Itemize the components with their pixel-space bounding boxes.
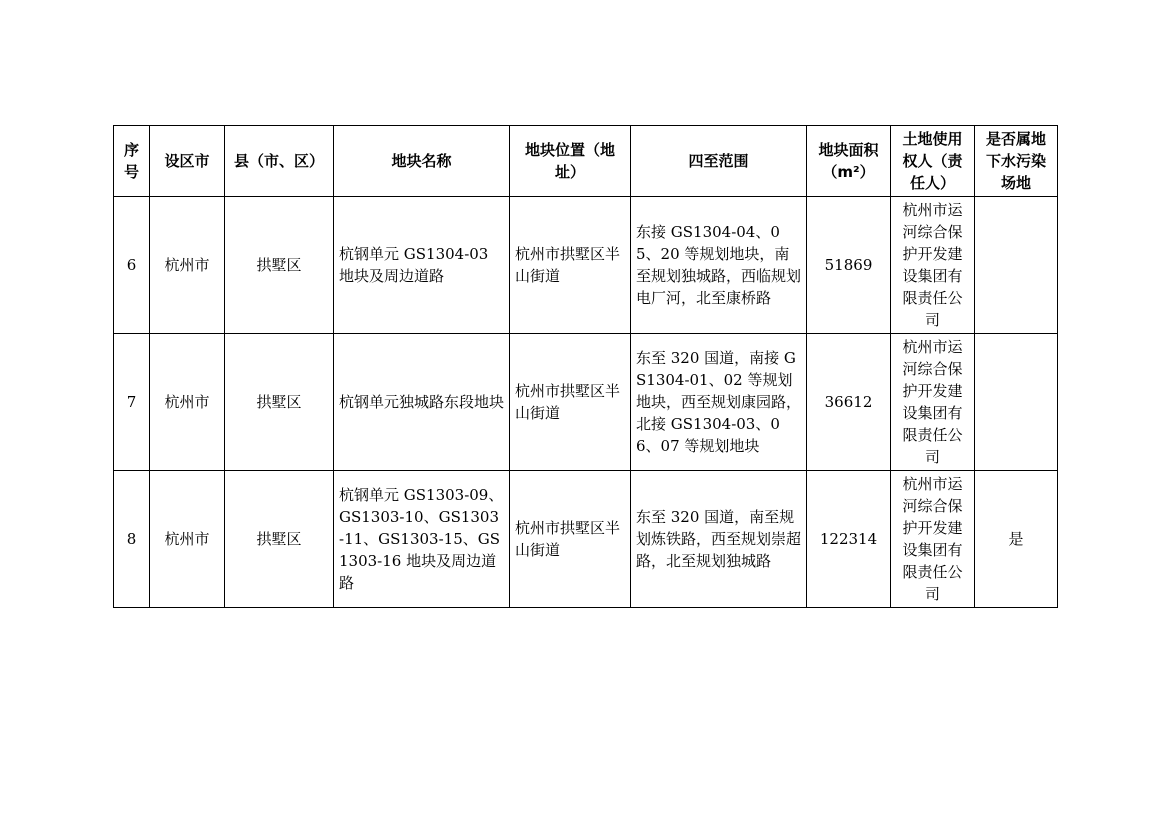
- cell-boundary: 东接 GS1304-04、05、20 等规划地块，南至规划独城路，西临规划电厂河，北至康桥路: [631, 197, 807, 334]
- cell-owner: 杭州市运河综合保护开发建设集团有限责任公司: [891, 334, 975, 471]
- cell-city: 杭州市: [150, 197, 225, 334]
- cell-boundary: 东至 320 国道，南接 GS1304-01、02 等规划地块，西至规划康园路，北接 GS1304-03、06、07 等规划地块: [631, 334, 807, 471]
- cell-plot-name: 杭钢单元 GS1304-03 地块及周边道路: [334, 197, 510, 334]
- cell-no: 6: [114, 197, 150, 334]
- cell-no: 7: [114, 334, 150, 471]
- header-groundwater: 是否属地下水污染场地: [975, 126, 1058, 197]
- land-plot-table: [113, 125, 1058, 608]
- header-plot-location: 地块位置（地址）: [510, 126, 631, 197]
- header-owner: 土地使用权人（责任人）: [891, 126, 975, 197]
- cell-district: 拱墅区: [225, 197, 334, 334]
- cell-plot-name: 杭钢单元独城路东段地块: [334, 334, 510, 471]
- header-boundary: 四至范围: [631, 126, 807, 197]
- cell-plot-location: 杭州市拱墅区半山街道: [510, 471, 631, 608]
- header-no: 序号: [114, 126, 150, 197]
- cell-owner: 杭州市运河综合保护开发建设集团有限责任公司: [891, 197, 975, 334]
- header-city: 设区市: [150, 126, 225, 197]
- cell-groundwater: [975, 197, 1058, 334]
- table-row: [114, 197, 1058, 334]
- cell-area: 51869: [807, 197, 891, 334]
- cell-plot-location: 杭州市拱墅区半山街道: [510, 197, 631, 334]
- cell-city: 杭州市: [150, 471, 225, 608]
- table-row: [114, 471, 1058, 608]
- cell-district: 拱墅区: [225, 334, 334, 471]
- cell-no: 8: [114, 471, 150, 608]
- cell-city: 杭州市: [150, 334, 225, 471]
- cell-groundwater: [975, 334, 1058, 471]
- header-area: 地块面积（m²）: [807, 126, 891, 197]
- cell-boundary: 东至 320 国道，南至规划炼铁路，西至规划崇超路，北至规划独城路: [631, 471, 807, 608]
- cell-district: 拱墅区: [225, 471, 334, 608]
- cell-plot-name: 杭钢单元 GS1303-09、GS1303-10、GS1303-11、GS1303-15、GS1303-16 地块及周边道路: [334, 471, 510, 608]
- header-district: 县（市、区）: [225, 126, 334, 197]
- cell-area: 122314: [807, 471, 891, 608]
- cell-groundwater: 是: [975, 471, 1058, 608]
- cell-plot-location: 杭州市拱墅区半山街道: [510, 334, 631, 471]
- table-row: [114, 334, 1058, 471]
- table-header-row: [114, 126, 1058, 197]
- cell-area: 36612: [807, 334, 891, 471]
- header-plot-name: 地块名称: [334, 126, 510, 197]
- cell-owner: 杭州市运河综合保护开发建设集团有限责任公司: [891, 471, 975, 608]
